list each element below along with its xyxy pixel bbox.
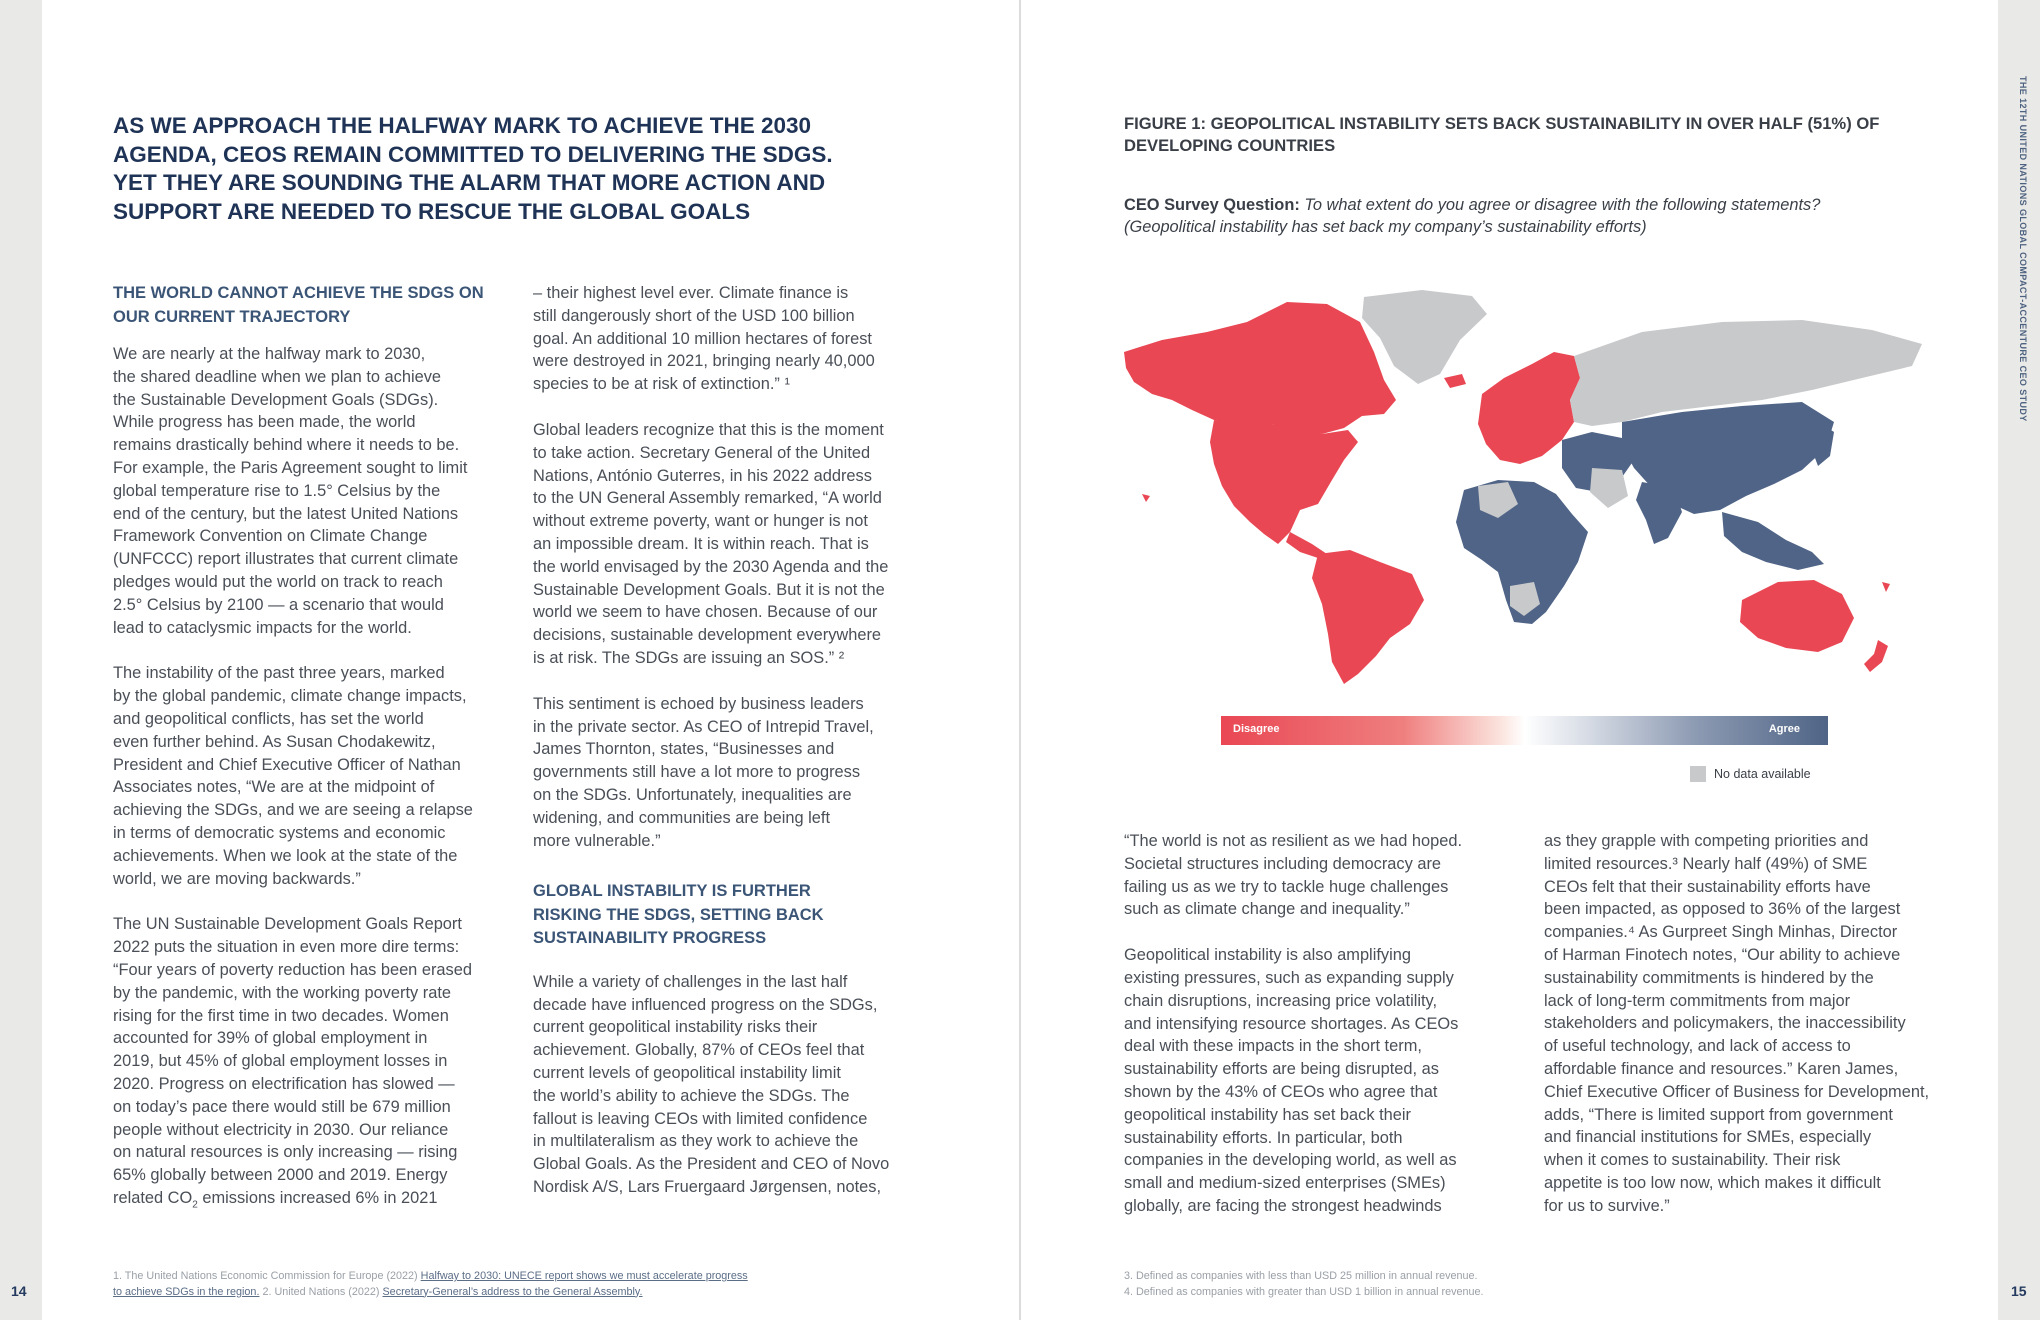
survey-question-text: To what extent do you agree or disagree with the following statements? (1299, 196, 1821, 214)
legend-high-label: Agree (1768, 723, 1800, 735)
running-title: THE 12TH UNITED NATIONS GLOBAL COMPACT-ACCENTURE CEO STUDY (2018, 76, 2028, 422)
page-number-left: 14 (11, 1283, 27, 1299)
map-region-australia (1740, 580, 1854, 652)
footnote-2-link[interactable]: Secretary-General’s address to the General Assembly. (382, 1285, 643, 1298)
legend-low-label: Disagree (1233, 723, 1280, 735)
left-footnotes (113, 1269, 873, 1300)
page-number-right: 15 (2011, 1283, 2027, 1299)
paragraph: as they grapple with competing priorities and limited resources.³ Nearly half (49%) of SME CEOs felt that their sustainability efforts have been impacted, as opposed to 36% of the largest companies.⁴ As Gurpreet Singh Minhas, Director of Harman Finotech notes, “Our ability to achieve sustainability commitments is hindered by the lack of long-term commitments from major stakeholders and policymakers, the inaccessibility of useful technology, and lack of access to affordable finance and resources.” Karen James, Chief Executive Officer of Business for Development, adds, “There is limited support from government and financial institutions for SMEs, especially when it comes to sustainability. Their risk appetite is too low now, which makes it difficult for us to survive.” (1544, 832, 1930, 1215)
survey-question-label: CEO Survey Question: (1124, 196, 1300, 214)
map-region-hawaii (1142, 494, 1150, 502)
page-gutter (1019, 0, 1021, 1320)
no-data-legend (1690, 766, 1811, 782)
footnote-2-text: 2. United Nations (2022) (259, 1285, 383, 1298)
paragraph: The instability of the past three years, marked by the global pandemic, climate change impacts, and geopolitical conflicts, has set the world even further behind. As Susan Chodakewitz, President and Chief Executive Officer of Nathan Associates notes, “We are at the midpoint of achieving the SDGs, and we are seeing a relapse in terms of democratic systems and economic achievements. When we look at the state of the world, we are moving backwards.” (113, 664, 473, 888)
paragraph: While a variety of challenges in the last half decade have influenced progress on the SDGs, current geopolitical instability risks their achievement. Globally, 87% of CEOs feel that current levels of geopolitical instability limit the world’s ability to achieve the SDGs. The fallout is leaving CEOs with limited confidence in multilateralism as they work to achieve the Global Goals. As the President and CEO of Novo Nordisk A/S, Lars Fruergaard Jørgensen, notes, (533, 972, 890, 1196)
text: related CO (113, 1188, 193, 1207)
footnote-1-link[interactable]: Halfway to 2030: UNECE report shows we must accelerate progress (420, 1270, 748, 1282)
right-footnotes (1124, 1269, 1824, 1300)
map-region-pacific-islands (1882, 582, 1890, 592)
section-heading-trajectory: THE WORLD CANNOT ACHIEVE THE SDGS ON OUR CURRENT TRAJECTORY (113, 284, 484, 326)
map-region-new-zealand (1864, 640, 1888, 672)
map-region-southeast-asia (1722, 512, 1824, 570)
section-heading-instability: GLOBAL INSTABILITY IS FURTHER RISKING THE SDGS, SETTING BACK SUSTAINABILITY PROGRESS (533, 882, 824, 948)
map-region-greenland (1362, 290, 1487, 384)
map-region-north-america (1210, 420, 1358, 544)
text: emissions increased 6% in 2021 (197, 1188, 438, 1207)
paragraph: – their highest level ever. Climate finance is still dangerously short of the USD 100 billion goal. An additional 10 million hectares of forest were destroyed in 2021, bringing nearly 40,000 species to be at risk of extinction.” ¹ (533, 284, 875, 394)
survey-question (1124, 194, 1924, 239)
world-map (1122, 282, 1932, 692)
footnote-3: 3. Defined as companies with less than USD 25 million in annual revenue. (1124, 1270, 1478, 1282)
footnote-1-link-cont[interactable]: to achieve SDGs in the region. (113, 1285, 260, 1298)
page-headline: AS WE APPROACH THE HALFWAY MARK TO ACHIEVE THE 2030 AGENDA, CEOS REMAIN COMMITTED TO DELIVERING THE SDGS. YET THEY ARE SOUNDING THE ALARM THAT MORE ACTION AND SUPPORT ARE NEEDED TO RESCUE THE GLOBAL GOALS (113, 113, 833, 224)
map-region-iceland (1444, 374, 1466, 388)
subscript: 2 (192, 1199, 198, 1211)
paragraph: “The world is not as resilient as we had hoped. Societal structures including democracy are failing us as we try to tackle huge challenges such as climate change and inequality.” (1124, 832, 1463, 919)
paragraph-last-line (113, 1187, 503, 1217)
color-scale-legend (1221, 716, 1828, 745)
no-data-swatch (1690, 766, 1706, 782)
paragraph: Geopolitical instability is also amplifying existing pressures, such as expanding supply chain disruptions, increasing price volatility, and intensifying resource shortages. As CEOs deal with these impacts in the short term, sustainability efforts are being disrupted, as shown by the 43% of CEOs who agree that geopolitical instability has set back their sustainability efforts. In particular, both companies in the developing world, as well as small and medium-sized enterprises (SMEs) globally, are facing the strongest headwinds (1124, 946, 1459, 1215)
no-data-label: No data available (1714, 767, 1811, 781)
map-region-south-america (1312, 550, 1424, 684)
right-column-1 (1124, 830, 1524, 1241)
survey-question-statement: (Geopolitical instability has set back my company’s sustainability efforts) (1124, 218, 1647, 237)
figure-title: FIGURE 1: GEOPOLITICAL INSTABILITY SETS BACK SUSTAINABILITY IN OVER HALF (51%) OF DEVELOPING COUNTRIES (1124, 114, 1880, 155)
left-column-2 (533, 282, 923, 1222)
paragraph: Global leaders recognize that this is the moment to take action. Secretary General of the United Nations, António Guterres, in his 2022 address to the UN General Assembly remarked, “A world without extreme poverty, want or hunger is not an impossible dream. It is within reach. That is the world envisaged by the 2030 Agenda and the Sustainable Development Goals. But it is not the world we seem to have chosen. Because of our decisions, sustainable development everywhere is at risk. The SDGs are issuing an SOS.” ² (533, 420, 889, 667)
map-region-canada (1124, 302, 1396, 434)
footnote-1-text: 1. The United Nations Economic Commission for Europe (2022) (113, 1270, 421, 1282)
paragraph: The UN Sustainable Development Goals Report 2022 puts the situation in even more dire terms: “Four years of poverty reduction has been erased by the pandemic, with the working poverty rate rising for the first time in two decades. Women accounted for 39% of global employment in 2019, but 45% of global employment losses in 2020. Progress on electrification has slowed — on today’s pace there would still be 679 million people without electricity in 2030. Our reliance on natural resources is only increasing — rising 65% globally between 2000 and 2019. Energy (113, 915, 472, 1185)
footnote-4: 4. Defined as companies with greater than USD 1 billion in annual revenue. (1124, 1285, 1484, 1298)
right-column-2 (1544, 830, 1964, 1241)
paragraph: This sentiment is echoed by business leaders in the private sector. As CEO of Intrepid Travel, James Thornton, states, “Businesses and governments still have a lot more to progress on the SDGs. Unfortunately, inequalities are widening, and communities are being left more vulnerable.” (533, 694, 874, 850)
map-region-india (1636, 482, 1682, 544)
paragraph: We are nearly at the halfway mark to 2030, the shared deadline when we plan to achieve the Sustainable Development Goals (SDGs). While progress has been made, the world remains drastically behind where it needs to be. For example, the Paris Agreement sought to limit global temperature rise to 1.5° Celsius by the end of the century, but the latest United Nations Framework Convention on Climate Change (UNFCCC) report illustrates that current climate pledges would put the world on track to reach 2.5° Celsius by 2100 — a scenario that would lead to cataclysmic impacts for the world. (113, 345, 468, 637)
map-region-arabia-no-data (1590, 468, 1628, 508)
left-column-1 (113, 282, 503, 1217)
